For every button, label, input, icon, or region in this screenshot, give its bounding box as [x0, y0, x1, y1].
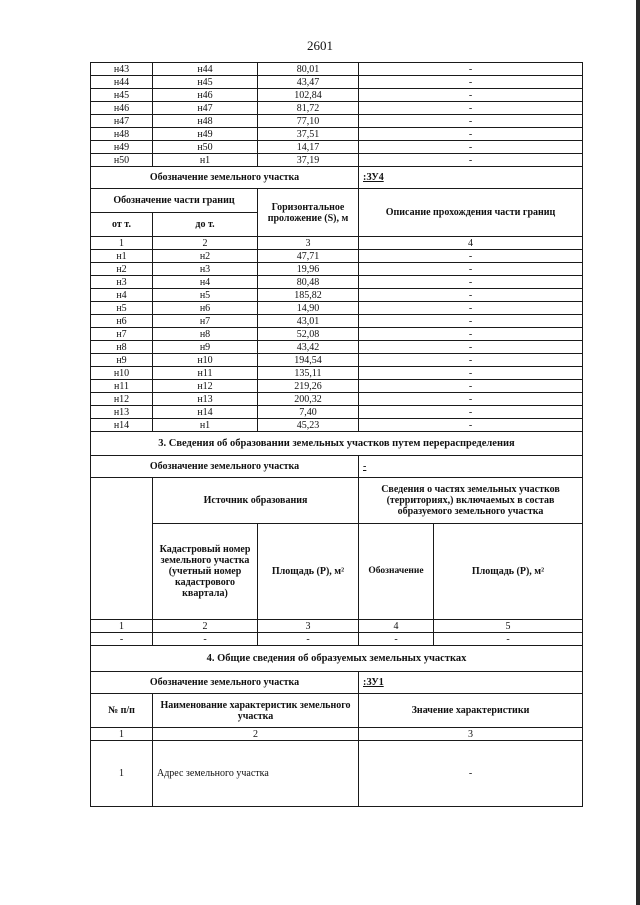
zu4-description: - — [359, 341, 583, 354]
zu4-num-4: 4 — [359, 237, 583, 250]
top-length: 14,17 — [258, 141, 359, 154]
top-description: - — [359, 102, 583, 115]
section3-empty-2: - — [153, 633, 258, 646]
zu4-designation-label: Обозначение земельного участка — [91, 167, 359, 189]
top-description: - — [359, 141, 583, 154]
zu4-length: 19,96 — [258, 263, 359, 276]
zu4-point-to: н1 — [153, 419, 258, 432]
top-row — [91, 115, 583, 128]
top-description: - — [359, 154, 583, 167]
top-point-to: н50 — [153, 141, 258, 154]
top-row — [91, 128, 583, 141]
section3-num-4: 4 — [359, 620, 434, 633]
zu4-row — [91, 315, 583, 328]
page-number: 2601 — [307, 38, 333, 53]
section3-empty-3: - — [258, 633, 359, 646]
zu4-length: 14,90 — [258, 302, 359, 315]
section4-designation-label: Обозначение земельного участка — [91, 672, 359, 694]
zu4-col-description: Описание прохождения части границ — [359, 189, 583, 237]
zu4-row — [91, 289, 583, 302]
zu4-point-to: н4 — [153, 276, 258, 289]
zu4-point-to: н10 — [153, 354, 258, 367]
zu4-length: 219,26 — [258, 380, 359, 393]
section3-blank-cell — [91, 478, 153, 620]
zu4-col-parts: Обозначение части границ — [91, 189, 258, 213]
zu4-point-to: н3 — [153, 263, 258, 276]
section4-row1-value: - — [359, 741, 583, 807]
zu4-row — [91, 419, 583, 432]
top-length: 81,72 — [258, 102, 359, 115]
zu4-row — [91, 380, 583, 393]
zu4-point-to: н8 — [153, 328, 258, 341]
zu4-row — [91, 341, 583, 354]
top-row — [91, 89, 583, 102]
zu4-row — [91, 328, 583, 341]
top-point-to: н48 — [153, 115, 258, 128]
section3-num-3: 3 — [258, 620, 359, 633]
zu4-point-from: н13 — [91, 406, 153, 419]
section4-col-value: Значение характеристики — [359, 694, 583, 728]
zu4-point-to: н2 — [153, 250, 258, 263]
section4-row1-name: Адрес земельного участка — [153, 741, 359, 807]
top-description: - — [359, 115, 583, 128]
zu4-point-from: н8 — [91, 341, 153, 354]
section3-num-1: 1 — [91, 620, 153, 633]
top-point-from: н46 — [91, 102, 153, 115]
section4-row1-num: 1 — [91, 741, 153, 807]
zu4-length: 47,71 — [258, 250, 359, 263]
zu4-length: 80,48 — [258, 276, 359, 289]
zu4-length: 43,42 — [258, 341, 359, 354]
zu4-row — [91, 406, 583, 419]
zu4-point-to: н6 — [153, 302, 258, 315]
zu4-description: - — [359, 328, 583, 341]
zu4-point-from: н4 — [91, 289, 153, 302]
zu4-point-to: н14 — [153, 406, 258, 419]
section4-title: 4. Общие сведения об образуемых земельных участках — [91, 646, 583, 672]
section4-num-3: 3 — [359, 728, 583, 741]
top-point-to: н45 — [153, 76, 258, 89]
zu4-row — [91, 393, 583, 406]
zu4-description: - — [359, 263, 583, 276]
top-row — [91, 63, 583, 76]
top-length: 43,47 — [258, 76, 359, 89]
top-point-to: н1 — [153, 154, 258, 167]
zu4-description: - — [359, 302, 583, 315]
zu4-point-from: н9 — [91, 354, 153, 367]
zu4-row — [91, 250, 583, 263]
section3-empty-5: - — [434, 633, 583, 646]
zu4-point-from: н12 — [91, 393, 153, 406]
section3-col-area2: Площадь (P), м² — [434, 524, 583, 620]
section3-source-header: Источник образования — [153, 478, 359, 524]
section4-num-1: 1 — [91, 728, 153, 741]
zu4-row — [91, 367, 583, 380]
zu4-point-to: н5 — [153, 289, 258, 302]
zu4-length: 52,08 — [258, 328, 359, 341]
top-row — [91, 102, 583, 115]
zu4-point-to: н11 — [153, 367, 258, 380]
section3-empty-1: - — [91, 633, 153, 646]
zu4-point-to: н12 — [153, 380, 258, 393]
zu4-point-from: н7 — [91, 328, 153, 341]
zu4-description: - — [359, 367, 583, 380]
zu4-length: 185,82 — [258, 289, 359, 302]
top-length: 80,01 — [258, 63, 359, 76]
zu4-description: - — [359, 276, 583, 289]
top-point-from: н45 — [91, 89, 153, 102]
zu4-length: 135,11 — [258, 367, 359, 380]
top-length: 102,84 — [258, 89, 359, 102]
boundary-table — [90, 62, 583, 807]
zu4-point-from: н6 — [91, 315, 153, 328]
section4-col-num: № п/п — [91, 694, 153, 728]
section4-num-2: 2 — [153, 728, 359, 741]
top-length: 37,19 — [258, 154, 359, 167]
section4-designation-value: :ЗУ1 — [359, 672, 583, 694]
zu4-point-from: н11 — [91, 380, 153, 393]
zu4-length: 194,54 — [258, 354, 359, 367]
zu4-length: 45,23 — [258, 419, 359, 432]
zu4-point-from: н1 — [91, 250, 153, 263]
top-description: - — [359, 63, 583, 76]
top-length: 77,10 — [258, 115, 359, 128]
zu4-col-from: от т. — [91, 213, 153, 237]
top-point-from: н50 — [91, 154, 153, 167]
top-point-from: н48 — [91, 128, 153, 141]
section3-col-designation: Обозначение — [359, 524, 434, 620]
zu4-num-3: 3 — [258, 237, 359, 250]
zu4-point-from: н5 — [91, 302, 153, 315]
top-point-from: н44 — [91, 76, 153, 89]
zu4-point-from: н10 — [91, 367, 153, 380]
top-description: - — [359, 89, 583, 102]
top-point-to: н47 — [153, 102, 258, 115]
section3-num-5: 5 — [434, 620, 583, 633]
zu4-point-to: н7 — [153, 315, 258, 328]
zu4-description: - — [359, 315, 583, 328]
zu4-length: 7,40 — [258, 406, 359, 419]
top-point-from: н43 — [91, 63, 153, 76]
zu4-description: - — [359, 250, 583, 263]
section3-empty-4: - — [359, 633, 434, 646]
zu4-col-length: Горизонтальное проложение (S), м — [258, 189, 359, 237]
top-row — [91, 141, 583, 154]
zu4-col-to: до т. — [153, 213, 258, 237]
section3-col-area: Площадь (P), м² — [258, 524, 359, 620]
zu4-description: - — [359, 419, 583, 432]
zu4-row — [91, 263, 583, 276]
zu4-num-1: 1 — [91, 237, 153, 250]
zu4-point-to: н9 — [153, 341, 258, 354]
zu4-row — [91, 302, 583, 315]
zu4-num-2: 2 — [153, 237, 258, 250]
top-point-from: н49 — [91, 141, 153, 154]
top-point-from: н47 — [91, 115, 153, 128]
zu4-point-from: н3 — [91, 276, 153, 289]
zu4-description: - — [359, 393, 583, 406]
section4-col-name: Наименование характеристик земельного участка — [153, 694, 359, 728]
top-row — [91, 154, 583, 167]
top-point-to: н49 — [153, 128, 258, 141]
section3-col-cadastral: Кадастровый номер земельного участка (учетный номер кадастрового квартала) — [153, 524, 258, 620]
zu4-description: - — [359, 354, 583, 367]
section3-designation-label: Обозначение земельного участка — [91, 456, 359, 478]
zu4-point-from: н2 — [91, 263, 153, 276]
top-point-to: н46 — [153, 89, 258, 102]
zu4-point-to: н13 — [153, 393, 258, 406]
zu4-point-from: н14 — [91, 419, 153, 432]
zu4-row — [91, 276, 583, 289]
zu4-description: - — [359, 380, 583, 393]
top-point-to: н44 — [153, 63, 258, 76]
zu4-row — [91, 354, 583, 367]
scan-edge-shadow — [636, 0, 640, 905]
zu4-length: 200,32 — [258, 393, 359, 406]
zu4-description: - — [359, 406, 583, 419]
top-description: - — [359, 76, 583, 89]
zu4-description: - — [359, 289, 583, 302]
section3-parts-header: Сведения о частях земельных участков (территориях,) включаемых в состав образуемого земельного участка — [359, 478, 583, 524]
top-length: 37,51 — [258, 128, 359, 141]
zu4-length: 43,01 — [258, 315, 359, 328]
top-row — [91, 76, 583, 89]
top-description: - — [359, 128, 583, 141]
section3-title: 3. Сведения об образовании земельных участков путем перераспределения — [91, 432, 583, 456]
section3-designation-value: - — [359, 456, 583, 478]
zu4-designation-value: :ЗУ4 — [359, 167, 583, 189]
section3-num-2: 2 — [153, 620, 258, 633]
